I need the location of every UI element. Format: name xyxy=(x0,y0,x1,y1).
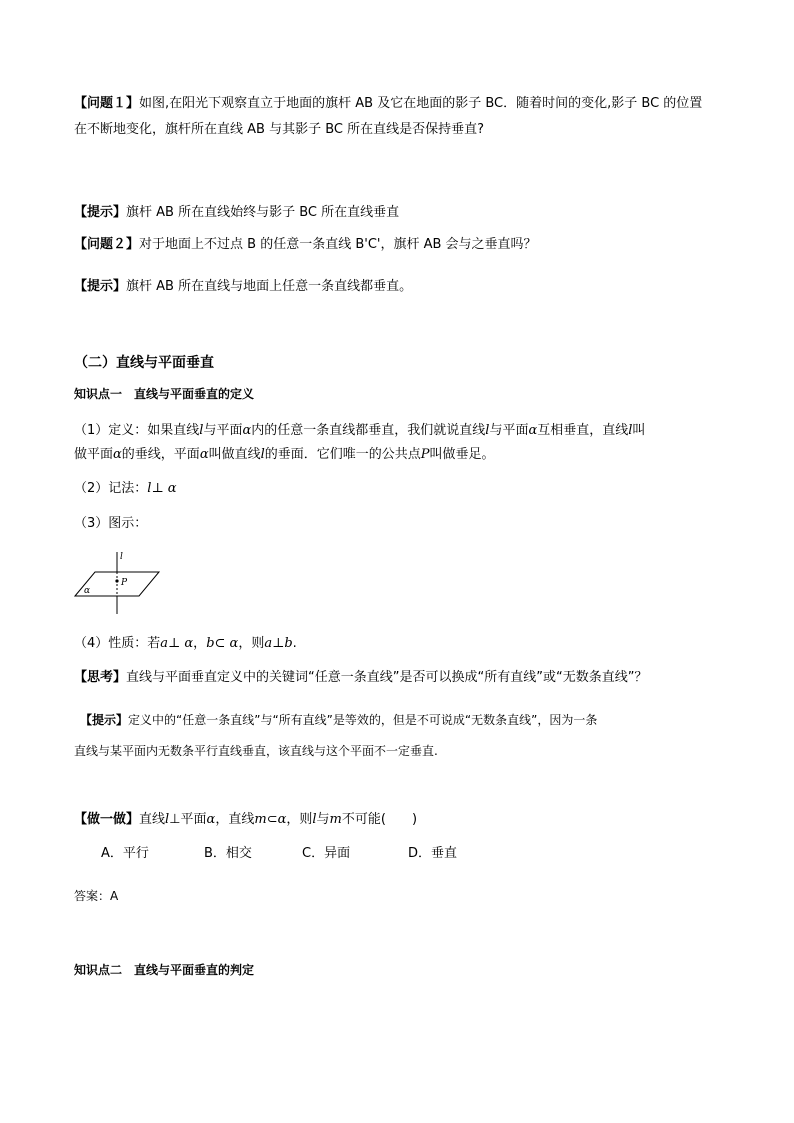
definition-line-1 xyxy=(74,420,724,442)
hint-2-text: 旗杆 AB 所在直线与地面上任意一条直线都垂直。 xyxy=(126,279,413,294)
definition-text: 做平面 xyxy=(74,447,114,462)
property-sep: ，则 xyxy=(238,636,265,651)
definition-text: 互相垂直，直线 xyxy=(537,423,629,438)
exercise-text: 与 xyxy=(316,812,330,827)
exercise-text: ，直线 xyxy=(215,812,255,827)
line-l: l xyxy=(260,447,265,462)
answer: 答案：A xyxy=(74,889,119,903)
line-l: l xyxy=(165,812,170,827)
hint-3-tag: 【提示】 xyxy=(80,713,129,727)
think-tag: 【思考】 xyxy=(74,670,127,685)
exercise-text: ，则 xyxy=(286,812,313,827)
option-b: B．相交 xyxy=(204,846,252,861)
question-1-tag: 【问题１】 xyxy=(74,96,140,111)
label-l: l xyxy=(120,552,123,562)
question-1-line-2: 在不断地变化，旗杆所在直线 AB 与其影子 BC 所在直线是否保持垂直? xyxy=(74,122,485,137)
definition-line-2 xyxy=(74,444,724,466)
plane-alpha: α xyxy=(199,447,209,462)
line-l: l xyxy=(485,423,490,438)
notation xyxy=(74,478,724,500)
exercise-tag: 【做一做】 xyxy=(74,812,140,827)
question-1-text-1: 如图,在阳光下观察直立于地面的旗杆 AB 及它在地面的影子 BC．随着时间的变化,影子 BC 的位置 xyxy=(139,96,703,111)
plane-alpha: α xyxy=(206,812,216,827)
notation-expr: l⊥ α xyxy=(147,481,177,496)
property-lead: （4）性质：若 xyxy=(74,636,161,651)
notation-lead: （2）记法： xyxy=(74,481,148,496)
hint-3-line-2: 直线与某平面内无数条平行直线垂直，该直线与这个平面不一定垂直. xyxy=(74,744,438,758)
definition-text: 叫做垂足。 xyxy=(429,447,495,462)
definition-lead: （1）定义：如果直线 xyxy=(74,423,200,438)
figure-lead: （3）图示： xyxy=(74,516,148,531)
exercise xyxy=(74,809,724,831)
option-d: D．垂直 xyxy=(408,846,458,861)
property-end: . xyxy=(292,636,297,651)
property-result: a⊥b xyxy=(264,636,293,651)
perpendicular-figure xyxy=(70,548,170,618)
line-m: m xyxy=(254,812,267,827)
think-text: 直线与平面垂直定义中的关键词“任意一条直线”是否可以换成“所有直线”或“无数条直线”？ xyxy=(126,670,648,685)
option-c: C．异面 xyxy=(302,846,351,861)
definition-text: 与平面 xyxy=(203,423,243,438)
property xyxy=(74,633,724,655)
line-l: l xyxy=(312,812,317,827)
think xyxy=(74,667,724,689)
definition-text: 叫做直线 xyxy=(208,447,261,462)
line-m: m xyxy=(329,812,342,827)
hint-1-text: 旗杆 AB 所在直线始终与影子 BC 所在直线垂直 xyxy=(126,205,400,220)
knowledge-point-1-title: 知识点一 直线与平面垂直的定义 xyxy=(74,387,255,401)
question-2-tag: 【问题２】 xyxy=(74,237,140,252)
definition-text: 叫 xyxy=(632,423,646,438)
line-l: l xyxy=(199,423,204,438)
property-b: b⊂ α xyxy=(206,636,239,651)
foot-point xyxy=(115,579,118,582)
question-2-text: 对于地面上不过点 B 的任意一条直线 B'C'，旗杆 AB 会与之垂直吗？ xyxy=(139,237,537,252)
plane-alpha: α xyxy=(113,447,122,462)
hint-3-line-1 xyxy=(80,709,730,731)
hint-1-tag: 【提示】 xyxy=(74,205,127,220)
hint-2-tag: 【提示】 xyxy=(74,279,127,294)
definition-text: 内的任意一条直线都垂直，我们就说直线 xyxy=(251,423,486,438)
option-a: A．平行 xyxy=(101,846,149,861)
definition-text: 与平面 xyxy=(489,423,529,438)
definition-text: 的垂线，平面 xyxy=(121,447,200,462)
hint-3-text-1: 定义中的“任意一条直线”与“所有直线”是等效的，但是不可说成“无数条直线”，因为一条 xyxy=(128,713,598,727)
plane-alpha: α xyxy=(242,423,252,438)
property-a: a⊥ α xyxy=(160,636,194,651)
exercise-text: ⊥平面 xyxy=(169,812,207,827)
label-p: P xyxy=(121,578,128,588)
property-sep: ， xyxy=(193,636,207,651)
definition-text: 的垂面．它们唯一的公共点 xyxy=(264,447,421,462)
knowledge-point-2-title: 知识点二 直线与平面垂直的判定 xyxy=(74,963,255,977)
exercise-text: 不可能( ) xyxy=(341,812,418,827)
line-l: l xyxy=(628,423,633,438)
label-alpha: α xyxy=(84,586,91,596)
section-title: （二）直线与平面垂直 xyxy=(74,355,214,371)
point-p: P xyxy=(420,447,430,462)
question-2 xyxy=(74,234,724,256)
plane-alpha: α xyxy=(277,812,287,827)
subset-symbol: ⊂ xyxy=(266,812,278,827)
hint-1 xyxy=(74,202,724,224)
question-1-line-1 xyxy=(74,93,724,115)
hint-2 xyxy=(74,276,724,298)
exercise-text: 直线 xyxy=(139,812,166,827)
plane-alpha: α xyxy=(528,423,538,438)
